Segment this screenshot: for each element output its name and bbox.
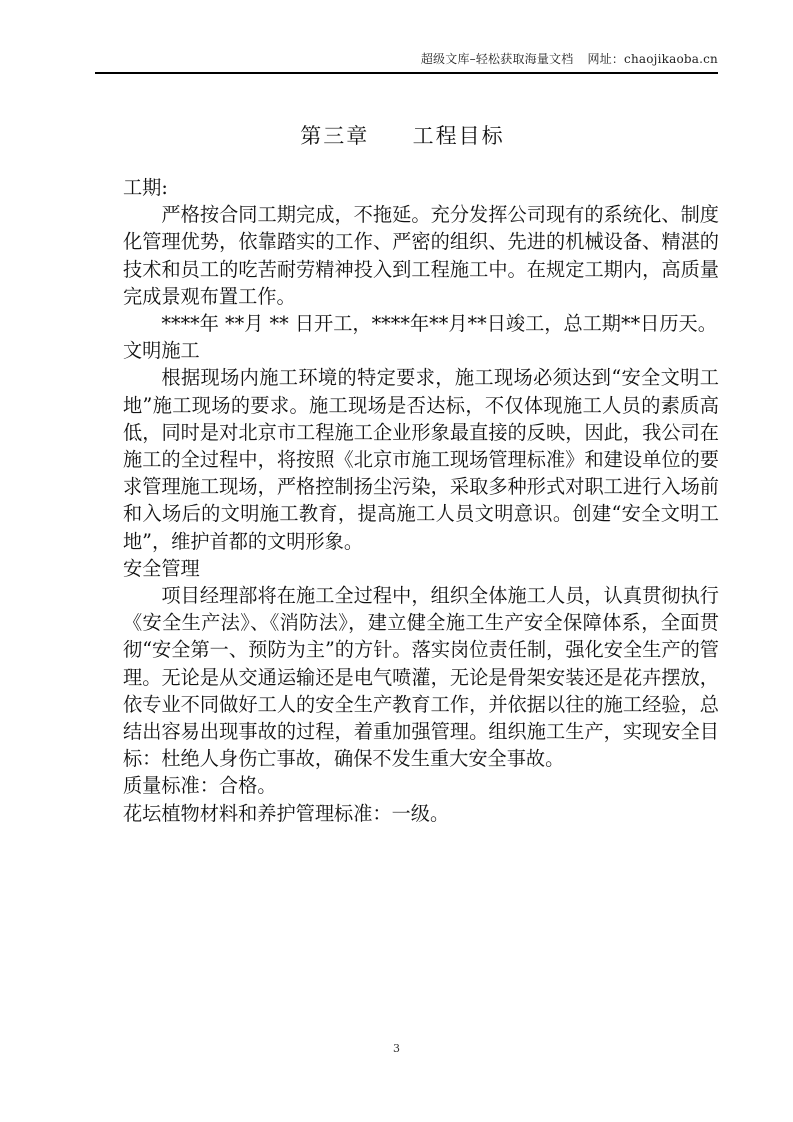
header-site-name: 超级文库–轻松获取海量文档 [420, 52, 574, 66]
section-heading-civilized-construction: 文明施工 [123, 339, 200, 363]
maintenance-standard: 花坛植物材料和养护管理标准：一级。 [123, 801, 450, 825]
chapter-title: 第三章 工程目标 [300, 124, 505, 148]
schedule-paragraph: 严格按合同工期完成，不拖延。充分发挥公司现有的系统化、制度化管理优势，依靠踏实的工作、严密的组织、先进的机械设备、精湛的技术和员工的吃苦耐劳精神投入到工程施工中。在规定工期内，高质量完成景观布置工作。 [123, 203, 719, 308]
quality-standard: 质量标准：合格。 [123, 774, 277, 798]
schedule-dates-paragraph: ****年 **月 ** 日开工，****年**月**日竣工，总工期**日历天。 [161, 312, 717, 336]
safety-management-paragraph: 项目经理部将在施工全过程中，组织全体施工人员，认真贯彻执行《安全生产法》、《消防法》，建立健全施工生产安全保障体系，全面贯彻“安全第一、预防为主”的方针。落实岗位责任制，强化安全生产的管理。无论是从交通运输还是电气喷灌，无论是骨架安装还是花卉摆放，依专业不同做好工人的安全生产教育工作，并依据以往的施工经验，总结出容易出现事故的过程，着重加强管理。组织施工生产，实现安全目标：杜绝人身伤亡事故，确保不发生重大安全事故。 [123, 584, 719, 771]
section-heading-safety-management: 安全管理 [123, 556, 200, 580]
page-header [95, 50, 718, 74]
page-number: 3 [393, 1042, 400, 1055]
document-body [123, 174, 719, 827]
section-heading-schedule: 工期: [123, 176, 168, 199]
civilized-construction-paragraph: 根据现场内施工环境的特定要求，施工现场必须达到“安全文明工地”施工现场的要求。施工现场是否达标，不仅体现施工人员的素质高低，同时是对北京市工程施工企业形象最直接的反映，因此，我公司在施工的全过程中，将按照《北京市施工现场管理标准》和建设单位的要求管理施工现场，严格控制扬尘污染，采取多种形式对职工进行入场前和入场后的文明施工教育，提高施工人员文明意识。创建“安全文明工地”，维护首都的文明形象。 [123, 366, 719, 553]
header-url-label: 网址：chaojikaoba.cn [587, 52, 718, 66]
page-header-text [421, 50, 718, 67]
